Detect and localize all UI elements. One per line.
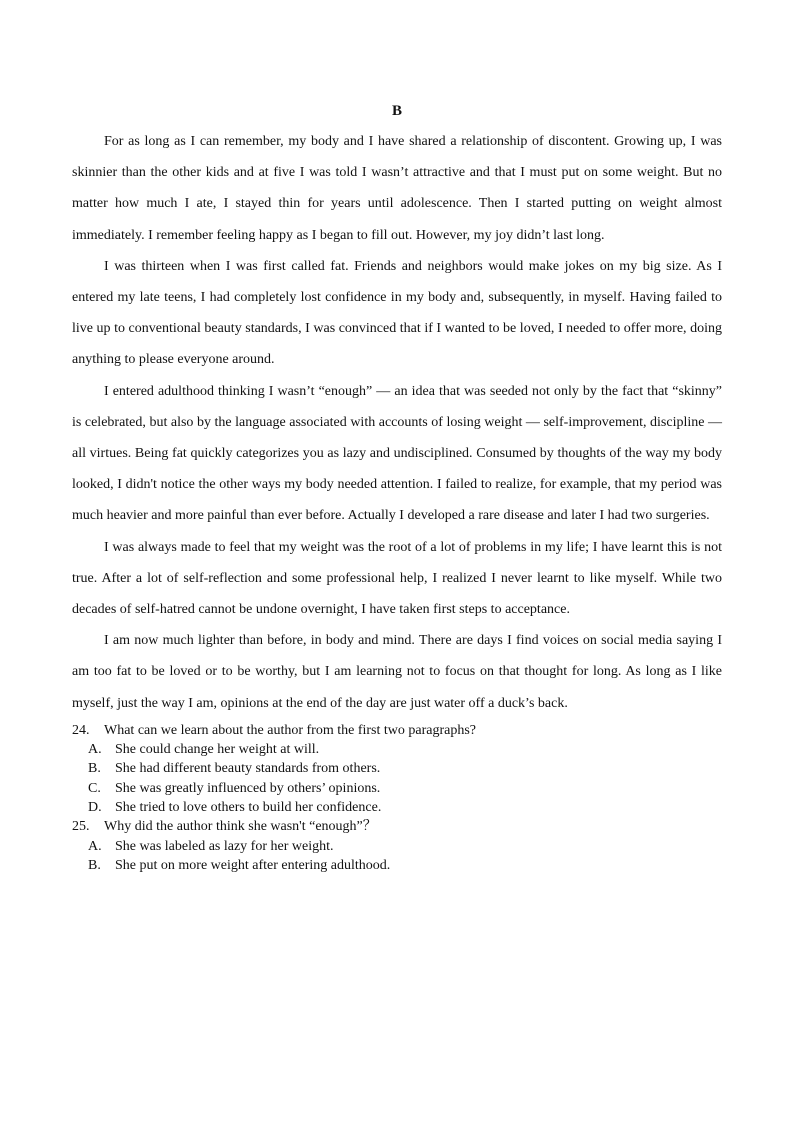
option-text: She had different beauty standards from others.: [115, 761, 381, 777]
option-label: C.: [88, 780, 101, 796]
paragraph-4: I was always made to feel that my weight was the root of a lot of problems in my life; I have learnt this is not true. After a lot of self-reflection and some professional help, I realized I never learnt to like myself. While two decades of self-hatred cannot be undone overnight, I have taken first steps to acceptance.: [72, 539, 722, 618]
option-24-b: [72, 759, 722, 778]
question-list: [72, 721, 722, 875]
option-text: She tried to love others to build her confidence.: [115, 800, 382, 816]
option-label: A.: [88, 838, 102, 854]
question-25: [72, 817, 722, 836]
option-text: She could change her weight at will.: [115, 742, 320, 758]
option-24-d: [72, 798, 722, 817]
option-24-c: [72, 779, 722, 798]
paragraph-3: I entered adulthood thinking I wasn’t “enough” — an idea that was seeded not only by the fact that “skinny” is celebrated, but also by the language associated with accounts of losing weight — self-improvement, discipline — all virtues. Being fat quickly categorizes you as lazy and undisciplined. Consumed by thoughts of the way my body looked, I didn't notice the other ways my body needed attention. I failed to realize, for example, that my period was much heavier and more painful than ever before. Actually I developed a rare disease and later I had two surgeries.: [72, 383, 722, 524]
option-text: She was greatly influenced by others’ opinions.: [115, 780, 381, 796]
question-number: 24.: [72, 722, 90, 738]
question-24: [72, 721, 722, 740]
paragraph-5: I am now much lighter than before, in body and mind. There are days I find voices on social media saying I am too fat to be loved or to be worthy, but I am learning not to focus on that thought for long. As long as I like myself, just the way I am, opinions at the end of the day are just water off a duck’s back.: [72, 633, 722, 711]
question-text: What can we learn about the author from the first two paragraphs?: [104, 722, 477, 738]
question-text: Why did the author think she wasn't “enough”？: [104, 819, 377, 835]
document-page: [72, 100, 722, 875]
option-text: She put on more weight after entering adulthood.: [115, 857, 391, 873]
option-text: She was labeled as lazy for her weight.: [115, 838, 334, 854]
option-label: B.: [88, 761, 101, 777]
option-label: B.: [88, 857, 101, 873]
option-24-a: [72, 740, 722, 759]
option-label: A.: [88, 742, 102, 758]
question-number: 25.: [72, 819, 90, 835]
paragraph-2: I was thirteen when I was first called fat. Friends and neighbors would make jokes on my big size. As I entered my late teens, I had completely lost confidence in my body and, subsequently, in myself. Having failed to live up to conventional beauty standards, I was convinced that if I wanted to be loved, I needed to offer more, doing anything to please everyone around.: [72, 258, 722, 368]
paragraph-1: For as long as I can remember, my body and I have shared a relationship of discontent. Growing up, I was skinnier than the other kids and at five I was told I wasn’t attractive and that I must put on some weight. But no matter how much I ate, I stayed thin for years until adolescence. Then I started putting on weight almost immediately. I remember feeling happy as I began to fill out. However, my joy didn’t last long.: [72, 134, 722, 243]
option-25-a: [72, 837, 722, 856]
section-heading: B: [391, 103, 402, 119]
option-label: D.: [88, 800, 102, 816]
option-25-b: [72, 856, 722, 875]
